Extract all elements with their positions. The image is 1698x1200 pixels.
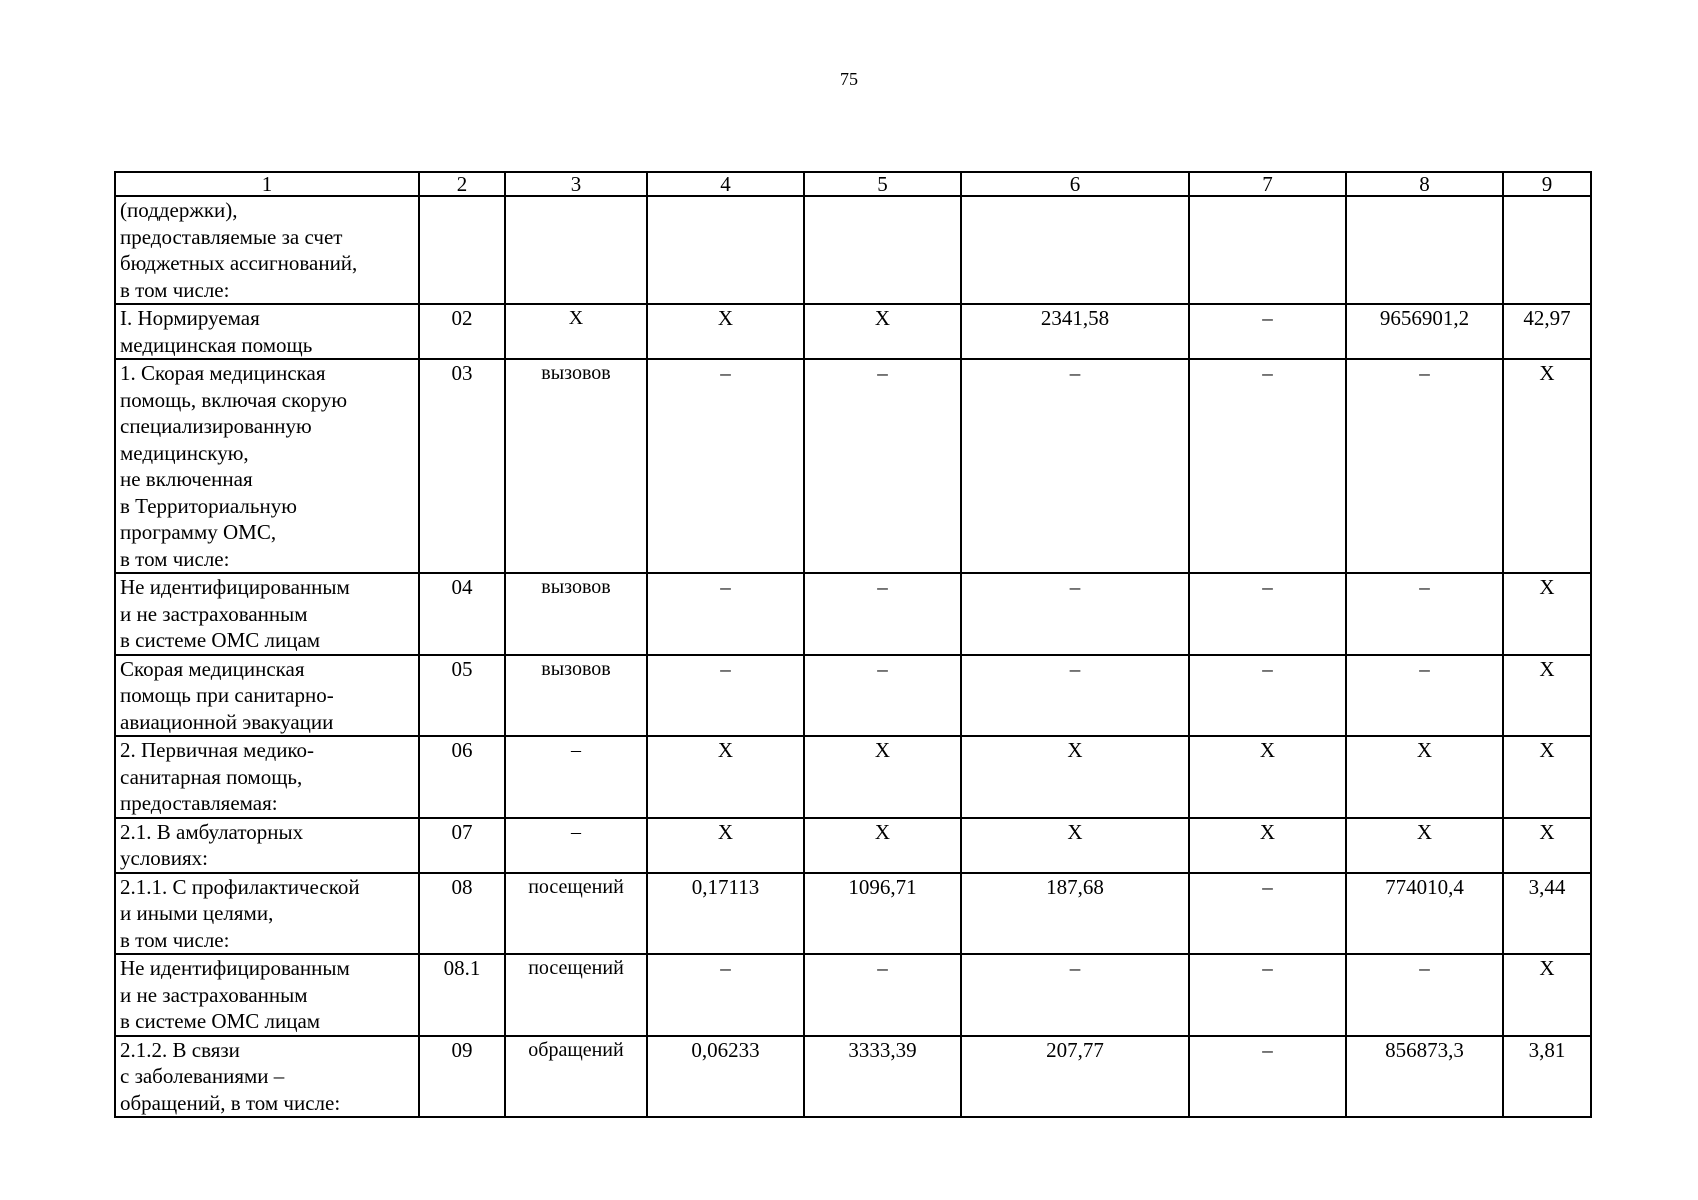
cell-col-9: Х (1503, 359, 1591, 573)
cell-col-1: 2.1.1. С профилактической и иными целями, в том числе: (115, 873, 419, 955)
cell-col-1: Скорая медицинская помощь при санитарно- авиационной эвакуации (115, 655, 419, 737)
header-row (115, 172, 1591, 196)
cell-col-3 (505, 196, 647, 304)
cell-col-6: – (961, 359, 1189, 573)
cell-col-2: 03 (419, 359, 505, 573)
column-header-4: 4 (647, 172, 804, 196)
column-header-9: 9 (1503, 172, 1591, 196)
cell-col-2: 07 (419, 818, 505, 873)
cell-col-8: Х (1346, 818, 1503, 873)
cell-col-9: Х (1503, 573, 1591, 655)
cell-col-2: 08.1 (419, 954, 505, 1036)
cell-col-6: 2341,58 (961, 304, 1189, 359)
cell-col-1: 2.1. В амбулаторных условиях: (115, 818, 419, 873)
cell-col-6: – (961, 655, 1189, 737)
cell-col-5: 3333,39 (804, 1036, 961, 1118)
cell-col-7: – (1189, 1036, 1346, 1118)
cell-col-1: 2. Первичная медико- санитарная помощь, предоставляемая: (115, 736, 419, 818)
column-header-1: 1 (115, 172, 419, 196)
table-row (115, 818, 1591, 873)
cell-col-3: посещений (505, 954, 647, 1036)
cell-col-4 (647, 196, 804, 304)
cell-col-9: Х (1503, 954, 1591, 1036)
data-table (114, 171, 1592, 1118)
cell-col-5 (804, 196, 961, 304)
cell-col-4: – (647, 954, 804, 1036)
cell-col-7: Х (1189, 736, 1346, 818)
cell-col-8: 9656901,2 (1346, 304, 1503, 359)
cell-col-1: 1. Скорая медицинская помощь, включая скорую специализированную медицинскую, не включенная в Территориальную программу ОМС, в том числе: (115, 359, 419, 573)
cell-col-2: 08 (419, 873, 505, 955)
cell-col-2: 02 (419, 304, 505, 359)
cell-col-9: 3,81 (1503, 1036, 1591, 1118)
cell-col-7: – (1189, 954, 1346, 1036)
cell-col-3: – (505, 818, 647, 873)
table-row (115, 573, 1591, 655)
cell-col-5: Х (804, 818, 961, 873)
table-row (115, 359, 1591, 573)
cell-col-6 (961, 196, 1189, 304)
cell-col-2 (419, 196, 505, 304)
cell-col-3: – (505, 736, 647, 818)
table-row (115, 1036, 1591, 1118)
cell-col-9: Х (1503, 818, 1591, 873)
cell-col-6: Х (961, 736, 1189, 818)
cell-col-8: – (1346, 573, 1503, 655)
cell-col-6: 207,77 (961, 1036, 1189, 1118)
cell-col-7: – (1189, 873, 1346, 955)
column-header-7: 7 (1189, 172, 1346, 196)
column-header-2: 2 (419, 172, 505, 196)
cell-col-9: 42,97 (1503, 304, 1591, 359)
cell-col-5: Х (804, 304, 961, 359)
cell-col-3: Х (505, 304, 647, 359)
cell-col-5: – (804, 573, 961, 655)
cell-col-8: Х (1346, 736, 1503, 818)
cell-col-3: вызовов (505, 655, 647, 737)
cell-col-7: Х (1189, 818, 1346, 873)
cell-col-8 (1346, 196, 1503, 304)
table-row (115, 873, 1591, 955)
cell-col-7: – (1189, 573, 1346, 655)
cell-col-4: – (647, 655, 804, 737)
cell-col-6: – (961, 954, 1189, 1036)
cell-col-4: – (647, 573, 804, 655)
cell-col-8: – (1346, 954, 1503, 1036)
cell-col-1: (поддержки), предоставляемые за счет бюджетных ассигнований, в том числе: (115, 196, 419, 304)
cell-col-3: вызовов (505, 573, 647, 655)
cell-col-2: 04 (419, 573, 505, 655)
cell-col-4: Х (647, 736, 804, 818)
cell-col-2: 05 (419, 655, 505, 737)
cell-col-9: Х (1503, 736, 1591, 818)
column-header-8: 8 (1346, 172, 1503, 196)
table-row (115, 304, 1591, 359)
cell-col-5: – (804, 359, 961, 573)
table-row (115, 954, 1591, 1036)
cell-col-6: Х (961, 818, 1189, 873)
cell-col-5: – (804, 954, 961, 1036)
cell-col-8: 774010,4 (1346, 873, 1503, 955)
table-row (115, 736, 1591, 818)
cell-col-6: 187,68 (961, 873, 1189, 955)
table-row (115, 196, 1591, 304)
cell-col-7: – (1189, 304, 1346, 359)
cell-col-3: вызовов (505, 359, 647, 573)
cell-col-1: Не идентифицированным и не застрахованным в системе ОМС лицам (115, 954, 419, 1036)
cell-col-5: – (804, 655, 961, 737)
cell-col-1: 2.1.2. В связи с заболеваниями – обращений, в том числе: (115, 1036, 419, 1118)
table-body (115, 196, 1591, 1117)
cell-col-8: – (1346, 655, 1503, 737)
cell-col-6: – (961, 573, 1189, 655)
table-row (115, 655, 1591, 737)
cell-col-3: посещений (505, 873, 647, 955)
cell-col-4: 0,17113 (647, 873, 804, 955)
cell-col-8: 856873,3 (1346, 1036, 1503, 1118)
cell-col-9: 3,44 (1503, 873, 1591, 955)
page-number: 75 (840, 69, 858, 89)
cell-col-1: I. Нормируемая медицинская помощь (115, 304, 419, 359)
column-header-3: 3 (505, 172, 647, 196)
cell-col-4: Х (647, 818, 804, 873)
cell-col-4: – (647, 359, 804, 573)
cell-col-5: Х (804, 736, 961, 818)
cell-col-1: Не идентифицированным и не застрахованным в системе ОМС лицам (115, 573, 419, 655)
cell-col-9: Х (1503, 655, 1591, 737)
cell-col-7 (1189, 196, 1346, 304)
cell-col-7: – (1189, 359, 1346, 573)
cell-col-4: Х (647, 304, 804, 359)
cell-col-9 (1503, 196, 1591, 304)
cell-col-7: – (1189, 655, 1346, 737)
cell-col-5: 1096,71 (804, 873, 961, 955)
column-header-5: 5 (804, 172, 961, 196)
cell-col-2: 09 (419, 1036, 505, 1118)
column-header-6: 6 (961, 172, 1189, 196)
cell-col-8: – (1346, 359, 1503, 573)
cell-col-2: 06 (419, 736, 505, 818)
cell-col-4: 0,06233 (647, 1036, 804, 1118)
cell-col-3: обращений (505, 1036, 647, 1118)
